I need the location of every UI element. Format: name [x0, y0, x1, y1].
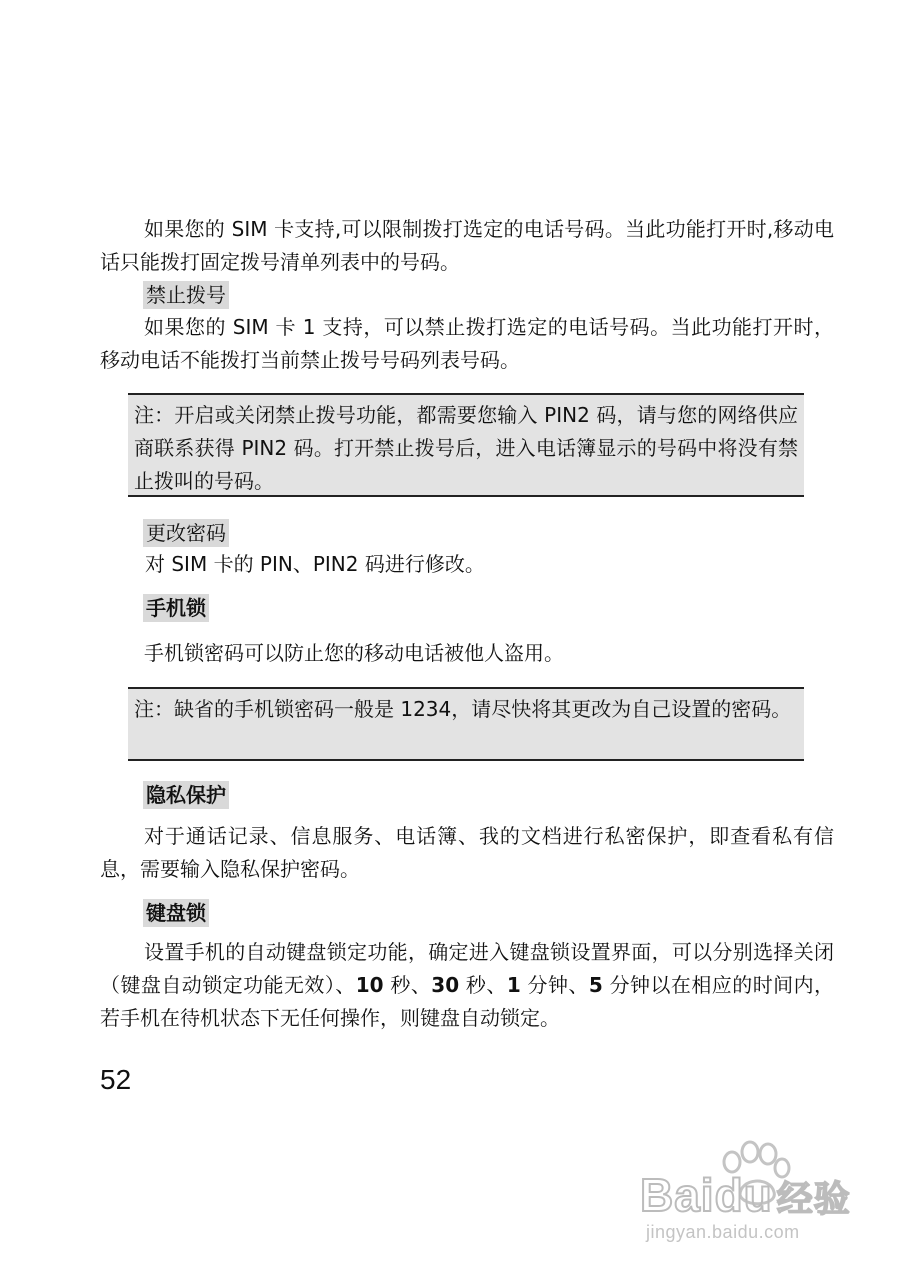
heading-barring: 禁止拨号 [143, 281, 229, 309]
keypad-bold-value: 5 [588, 973, 603, 997]
paragraph-fixed-dialing: 如果您的 SIM 卡支持,可以限制拨打选定的电话号码。当此功能打开时,移动电话只能拨打固定拨号清单列表中的号码。 [100, 217, 834, 274]
keypad-text-part: 分钟、 [520, 973, 589, 997]
paragraph-barring: 如果您的 SIM 卡 1 支持，可以禁止拨打选定的电话号码。当此功能打开时，移动电话不能拨打当前禁止拨号号码列表号码。 [100, 315, 834, 372]
keypad-text-part: 设置手机的自动键盘锁定功能，确定进入键盘锁设置界面，可以分别选择关闭（键盘自动锁定功能无效）、 [100, 940, 834, 997]
paragraph-phone-lock: 手机锁密码可以防止您的移动电话被他人盗用。 [144, 641, 564, 665]
watermark-url: jingyan.baidu.com [646, 1222, 800, 1242]
heading-change-password: 更改密码 [143, 519, 229, 547]
keypad-text-part: 秒、 [459, 973, 507, 997]
page-number: 52 [100, 1064, 132, 1095]
heading-keypad-lock: 键盘锁 [143, 899, 209, 927]
keypad-bold-value: 30 [431, 973, 460, 997]
heading-phone-lock: 手机锁 [143, 594, 209, 622]
paragraph-change-password: 对 SIM 卡的 PIN、PIN2 码进行修改。 [145, 552, 485, 576]
paw-icon [710, 1140, 800, 1210]
keypad-text-part: 分钟以在相应的时间内，若手机在待机状态下无任何操作，则键盘自动锁定。 [100, 973, 835, 1030]
note-phone-lock: 注：缺省的手机锁密码一般是 1234，请尽快将其更改为自己设置的密码。 [128, 687, 804, 761]
keypad-bold-value: 1 [506, 973, 521, 997]
heading-privacy: 隐私保护 [143, 781, 229, 809]
paragraph-keypad-lock [100, 936, 834, 1035]
paragraph-privacy: 对于通话记录、信息服务、电话簿、我的文档进行私密保护，即查看私有信息，需要输入隐私保护密码。 [100, 824, 834, 881]
baidu-watermark [640, 1140, 870, 1250]
keypad-bold-value: 10 [355, 973, 384, 997]
watermark-brand: Baidu 经验 [640, 1169, 851, 1221]
keypad-text-part: 秒、 [383, 973, 432, 997]
note-barring: 注：开启或关闭禁止拨号功能，都需要您输入 PIN2 码，请与您的网络供应商联系获得 PIN2 码。打开禁止拨号后，进入电话簿显示的号码中将没有禁止拨叫的号码。 [128, 393, 804, 497]
